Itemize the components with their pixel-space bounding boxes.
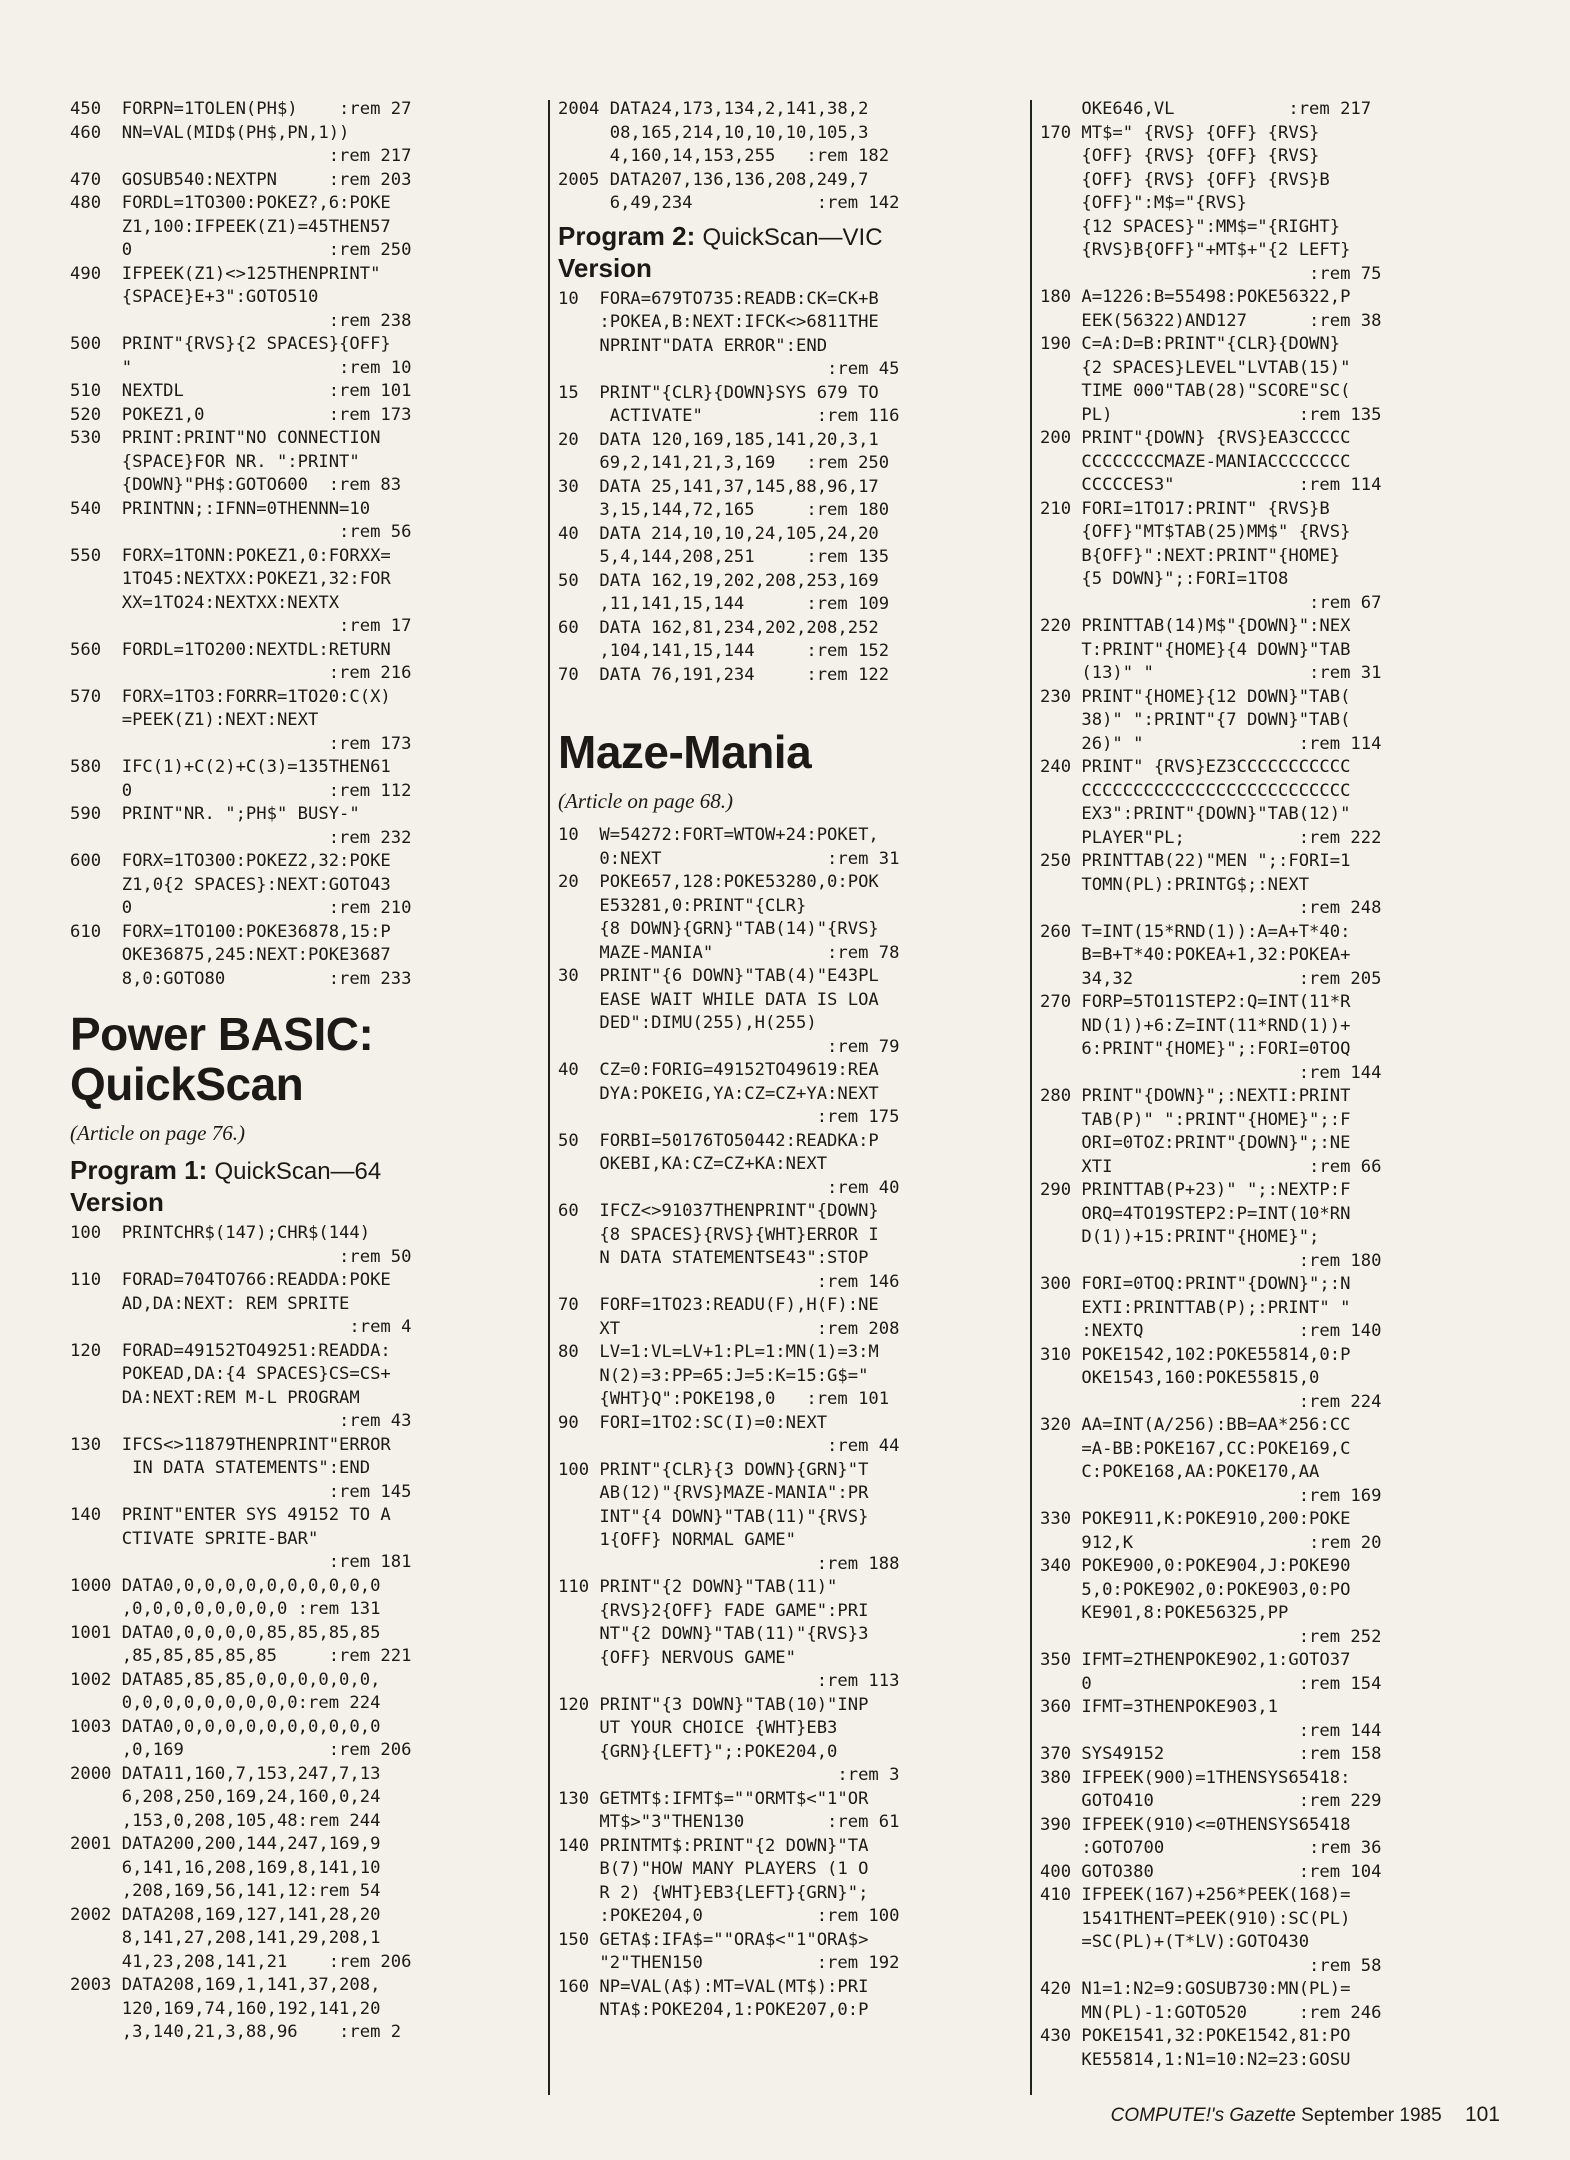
magazine-name: COMPUTE!'s Gazette — [1110, 2105, 1296, 2126]
page-number: 101 — [1464, 2103, 1500, 2126]
program-2-version: Version — [558, 252, 652, 283]
listing-maze-mania-part-2: OKE646,VL :rem 217 170 MT$=" {RVS} {OFF} {RVS} {OFF} {RVS} {OFF} {RVS} {OFF} {RVS} {OFF} {RVS}B {OFF}":M$="{RVS} {12 SPACES}":MM$="{RIGHT} {RVS}B{OFF}"+MT$+"{2 LEFT} :rem 75 180 A=1226:B=55498:POKE56322,P EEK(56322)AND127 :rem 38 190 C=A:D=B:PRINT"{CLR}{DOWN} {2 SPACES}LEVEL"LVTAB(15)" TIME 000"TAB(28)"SCORE"SC( PL) :rem 135 200 PRINT"{DOWN} {RVS}EA3CCCCC CCCCCCCCMAZE-MANIACCCCCCCC CCCCCES3" :rem 114 210 FORI=1TO17:PRINT" {RVS}B {OFF}"MT$TAB(25)MM$" {RVS} B{OFF}":NEXT:PRINT"{HOME} {5 DOWN}";:FORI=1TO8 :rem 67 220 PRINTTAB(14)M$"{DOWN}":NEX T:PRINT"{HOME}{4 DOWN}"TAB (13)" " :rem 31 230 PRINT"{HOME}{12 DOWN}"TAB( 38)" ":PRINT"{7 DOWN}"TAB( 26)" " :rem 114 240 PRINT" {RVS}EZ3CCCCCCCCCCC CCCCCCCCCCCCCCCCCCCCCCCCCC EX3":PRINT"{DOWN}"TAB(12)" PLAYER"PL; :rem 222 250 PRINTTAB(22)"MEN ";:FORI=1 TOMN(PL):PRINTG$;:NEXT :rem 248 260 T=INT(15*RND(1)):A=A+T*40: B=B+T*40:POKEA+1,32:POKEA+ 34,32 :rem 205 270 FORP=5TO11STEP2:Q=INT(11*R ND(1))+6:Z=INT(11*RND(1))+ 6:PRINT"{HOME}";:FORI=0TOQ :rem 144 280 PRINT"{DOWN}";:NEXTI:PRINT TAB(P)" ":PRINT"{HOME}";:F ORI=0TOZ:PRINT"{DOWN}";:NE XTI :rem 66 290 PRINTTAB(P+23)" ";:NEXTP:F ORQ=4TO19STEP2:P=INT(10*RN D(1))+15:PRINT"{HOME}"; :rem 180 300 FORI=0TOQ:PRINT"{DOWN}";:N EXTI:PRINTTAB(P);:PRINT" " :NEXTQ :rem 140 310 POKE1542,102:POKE55814,0:P OKE1543,160:POKE55815,0 :rem 224 320 AA=INT(A/256):BB=AA*256:CC =A-BB:POKE167,CC:POKE169,C C:POKE168,AA:POKE170,AA :rem 169 330 POKE911,K:POKE910,200:POKE 912,K :rem 20 340 POKE900,0:POKE904,J:POKE90 5,0:POKE902,0:POKE903,0:PO KE901,8:POKE56325,PP :rem 252 350 IFMT=2THENPOKE902,1:GOTO37 0 :rem 154 360 IFMT=3THENPOKE903,1 :rem 144 370 SYS49152 :rem 158 380 IFPEEK(900)=1THENSYS65418: GOTO410 :rem 229 390 IFPEEK(910)<=0THENSYS65418 :GOTO700 :rem 36 400 GOTO380 :rem 104 410 IFPEEK(167)+256*PEEK(168)= 1541THENT=PEEK(910):SC(PL) =SC(PL)+(T*LV):GOTO430 :rem 58 420 N1=1:N2=9:GOSUB730:MN(PL)= MN(PL)-1:GOTO520 :rem 246 430 POKE1541,32:POKE1542,81:PO KE55814,1:N1=10:N2=23:GOSU — [1040, 99, 1382, 2070]
column-1 — [70, 98, 540, 2045]
program-1-label: Program 1: — [70, 1155, 208, 1185]
article-heading-power-basic: Power BASIC: QuickScan — [70, 1008, 374, 1110]
program-2-subtitle: QuickScan—VIC — [702, 223, 883, 251]
program-1-subtitle: QuickScan—64 — [214, 1158, 382, 1185]
listing-maze-mania-part-1: 10 W=54272:FORT=WTOW+24:POKET, 0:NEXT :rem 31 20 POKE657,128:POKE53280,0:POK E53281,0:PRINT"{CLR} {8 DOWN}{GRN}"TAB(14)"{RVS} MAZE-MANIA" :rem 78 30 PRINT"{6 DOWN}"TAB(4)"E43PL EASE WAIT WHILE DATA IS LOA DED":DIMU(255),H(255) :rem 79 40 CZ=0:FORIG=49152TO49619:REA DYA:POKEIG,YA:CZ=CZ+YA:NEXT :rem 175 50 FORBI=50176TO50442:READKA:P OKEBI,KA:CZ=CZ+KA:NEXT :rem 40 60 IFCZ<>91037THENPRINT"{DOWN} {8 SPACES}{RVS}{WHT}ERROR I N DATA STATEMENTSE43":STOP :rem 146 70 FORF=1TO23:READU(F),H(F):NE XT :rem 208 80 LV=1:VL=LV+1:PL=1:MN(1)=3:M N(2)=3:PP=65:J=5:K=15:G$=" {WHT}Q":POKE198,0 :rem 101 90 FORI=1TO2:SC(I)=0:NEXT :rem 44 100 PRINT"{CLR}{3 DOWN}{GRN}"T AB(12)"{RVS}MAZE-MANIA":PR INT"{4 DOWN}"TAB(11)"{RVS} 1{OFF} NORMAL GAME" :rem 188 110 PRINT"{2 DOWN}"TAB(11)" {RVS}2{OFF} FADE GAME":PRI NT"{2 DOWN}"TAB(11)"{RVS}3 {OFF} NERVOUS GAME" :rem 113 120 PRINT"{3 DOWN}"TAB(10)"INP UT YOUR CHOICE {WHT}EB3 {GRN}{LEFT}";:POKE204,0 :rem 3 130 GETMT$:IFMT$=""ORMT$<"1"OR MT$>"3"THEN130 :rem 61 140 PRINTMT$:PRINT"{2 DOWN}"TA B(7)"HOW MANY PLAYERS (1 O R 2) {WHT}EB3{LEFT}{GRN}"; :POKE204,0 :rem 100 150 GETA$:IFA$=""ORA$<"1"ORA$> "2"THEN150 :rem 192 160 NP=VAL(A$):MT=VAL(MT$):PRI NTA$:POKE204,1:POKE207,0:P — [558, 825, 900, 2020]
column-divider-1 — [548, 100, 550, 2095]
program-1-version: Version — [70, 1187, 164, 1217]
program-2-label: Program 2: — [558, 220, 696, 251]
page-footer — [1111, 2103, 1500, 2127]
column-divider-2 — [1030, 100, 1032, 2095]
column-3 — [1040, 98, 1505, 2072]
listing-program-2: 10 FORA=679TO735:READB:CK=CK+B :POKEA,B:NEXT:IFCK<>6811THE NPRINT"DATA ERROR":END :rem 45 15 PRINT"{CLR}{DOWN}SYS 679 TO ACTIVATE" :rem 116 20 DATA 120,169,185,141,20,3,1 69,2,141,21,3,169 :rem 250 30 DATA 25,141,37,145,88,96,17 3,15,144,72,165 :rem 180 40 DATA 214,10,10,24,105,24,20 5,4,144,208,251 :rem 135 50 DATA 162,19,202,208,253,169 ,11,141,15,144 :rem 109 60 DATA 162,81,234,202,208,252 ,104,141,15,144 :rem 152 70 DATA 76,191,234 :rem 122 — [558, 288, 900, 685]
listing-continued-lines-450-610: 450 FORPN=1TOLEN(PH$) :rem 27 460 NN=VAL(MID$(PH$,PN,1)) :rem 217 470 GOSUB540:NEXTPN :rem 203 480 FORDL=1TO300:POKEZ?,6:POKE Z1,100:IFPEEK(Z1)=45THEN57 0 :rem 250 490 IFPEEK(Z1)<>125THENPRINT" {SPACE}E+3":GOTO510 :rem 238 500 PRINT"{RVS}{2 SPACES}{OFF} " :rem 10 510 NEXTDL :rem 101 520 POKEZ1,0 :rem 173 530 PRINT:PRINT"NO CONNECTION {SPACE}FOR NR. ":PRINT" {DOWN}"PH$:GOTO600 :rem 83 540 PRINTNN;:IFNN=0THENNN=10 :rem 56 550 FORX=1TONN:POKEZ1,0:FORXX= 1TO45:NEXTXX:POKEZ1,32:FOR XX=1TO24:NEXTXX:NEXTX :rem 17 560 FORDL=1TO200:NEXTDL:RETURN :rem 216 570 FORX=1TO3:FORRR=1TO20:C(X) =PEEK(Z1):NEXT:NEXT :rem 173 580 IFC(1)+C(2)+C(3)=135THEN61 0 :rem 112 590 PRINT"NR. ";PH$" BUSY-" :rem 232 600 FORX=1TO300:POKEZ2,32:POKE Z1,0{2 SPACES}:NEXT:GOTO43 0 :rem 210 610 FORX=1TO100:POKE36878,15:P OKE36875,245:NEXT:POKE3687 8,0:GOTO80 :rem 233 — [70, 99, 412, 989]
column-2 — [558, 98, 1028, 2023]
issue-date: September 1985 — [1301, 2105, 1442, 2126]
listing-data-2004-2005: 2004 DATA24,173,134,2,141,38,2 08,165,214,10,10,10,105,3 4,160,14,153,255 :rem 182 2005 DATA207,136,136,208,249,7 6,49,234 :rem 142 — [558, 99, 900, 213]
listing-program-1: 100 PRINTCHR$(147);CHR$(144) :rem 50 110 FORAD=704TO766:READDA:POKE AD,DA:NEXT: REM SPRITE :rem 4 120 FORAD=49152TO49251:READDA: POKEAD,DA:{4 SPACES}CS=CS+ DA:NEXT:REM M-L PROGRAM :rem 43 130 IFCS<>11879THENPRINT"ERROR IN DATA STATEMENTS":END :rem 145 140 PRINT"ENTER SYS 49152 TO A CTIVATE SPRITE-BAR" :rem 181 1000 DATA0,0,0,0,0,0,0,0,0,0,0 ,0,0,0,0,0,0,0,0 :rem 131 1001 DATA0,0,0,0,0,85,85,85,85 ,85,85,85,85,85 :rem 221 1002 DATA85,85,85,0,0,0,0,0,0, 0,0,0,0,0,0,0,0,0:rem 224 1003 DATA0,0,0,0,0,0,0,0,0,0,0 ,0,169 :rem 206 2000 DATA11,160,7,153,247,7,13 6,208,250,169,24,160,0,24 ,153,0,208,105,48:rem 244 2001 DATA200,200,144,247,169,9 6,141,16,208,169,8,141,10 ,208,169,56,141,12:rem 54 2002 DATA208,169,127,141,28,20 8,141,27,208,141,29,208,1 41,23,208,141,21 :rem 206 2003 DATA208,169,1,141,37,208, 120,169,74,160,192,141,20 ,3,140,21,3,88,96 :rem 2 — [70, 1223, 412, 2042]
article-note: (Article on page 68.) — [558, 789, 733, 813]
article-note: (Article on page 76.) — [70, 1121, 245, 1145]
program-2-title — [558, 222, 1028, 252]
article-heading-maze-mania: Maze-Mania — [558, 726, 812, 778]
program-1-title — [70, 1156, 540, 1186]
